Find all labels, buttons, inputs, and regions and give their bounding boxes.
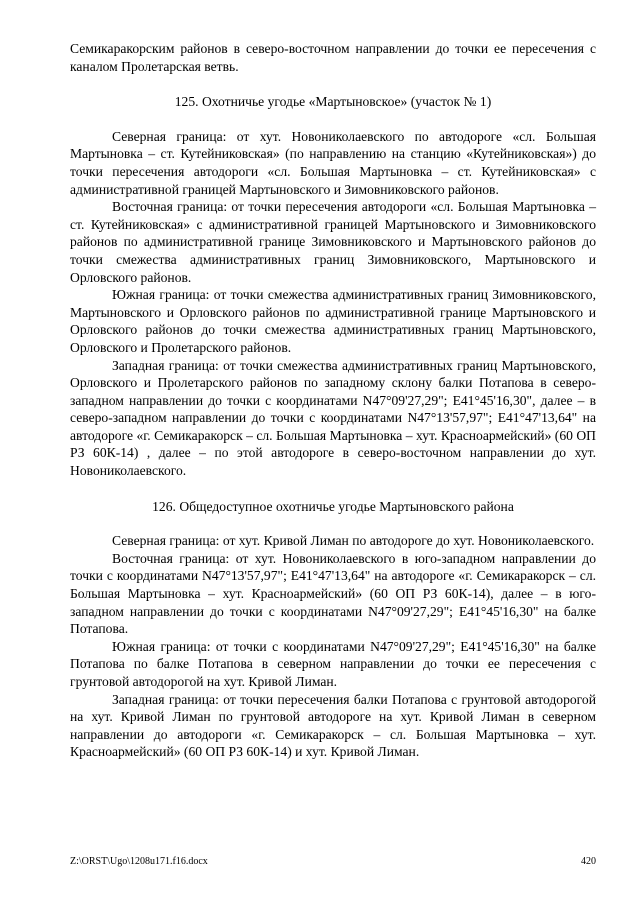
footer-file-path: Z:\ORST\Ugo\1208u171.f16.docx [70, 856, 208, 867]
section-125-north-boundary: Северная граница: от хут. Новониколаевского по автодороге «сл. Большая Мартыновка – ст. Кутейниковская» (по направлению на станцию «Кутейниковская») до точки пересечения автодороги «сл. Большая Мартыновка – ст. Кутейниковская» с административной границей Мартыновского и Зимовниковского районов. [70, 128, 596, 197]
section-125-title: 125. Охотничье угодье «Мартыновское» (участок № 1) [174, 94, 492, 110]
section-126-north-boundary: Северная граница: от хут. Кривой Лиман по автодороге до хут. Новониколаевского. [112, 533, 595, 549]
section-126-south-boundary: Южная граница: от точки с координатами N47°09'27,29"; E41°45'16,30" на балке Потапова по балке Потапова в северном направлении до точки ее пересечения с грунтовой автодорогой на хут. Кривой Лиман. [70, 638, 596, 689]
document-page [70, 40, 596, 761]
section-125-east-boundary: Восточная граница: от точки пересечения автодороги «сл. Большая Мартыновка – ст. Кутейниковская» с административной границей Мартыновского и Зимовниковского районов по административной границе Зимовниковского и Мартыновского районов до точки смежества административных границ Зимовниковского, Мартыновского и Орловского районов. [70, 199, 596, 285]
footer-page-number: 420 [581, 856, 596, 867]
section-126-west-boundary: Западная граница: от точки пересечения балки Потапова с грунтовой автодорогой на хут. Кривой Лиман по грунтовой автодороге на хут. Кривой Лиман в северном направлении до автодороги «г. Семикаракорск – сл. Большая Мартыновка – хут. Красноармейский» (60 ОП РЗ 60К-14) и хут. Кривой Лиман. [70, 691, 596, 760]
section-126-title: 126. Общедоступное охотничье угодье Мартыновского района [152, 498, 514, 514]
section-125-south-boundary: Южная граница: от точки смежества административных границ Зимовниковского, Мартыновского и Орловского районов по административной границе Мартыновского и Орловского районов до точки смежества административных границ Мартыновского, Орловского и Пролетарского районов. [70, 287, 596, 355]
section-125-west-boundary: Западная граница: от точки смежества административных границ Мартыновского, Орловского и Пролетарского районов по западному склону балки Потапова в северо-западном направлении до точки с координатами N47°09'27,29"; E41°45'16,30", далее – в северо-западном направлении до точки с координатами N47°13'57,97"; E41°47'13,64" на автодороге «г. Семикаракорск – сл. Большая Мартыновка – хут. Красноармейский» (60 ОП РЗ 60К-14) , далее – по этой автодороге в северо-восточном направлении до хут. Новониколаевского. [70, 357, 596, 479]
section-126-east-boundary: Восточная граница: от хут. Новониколаевского в юго-западном направлении до точки с координатами N47°13'57,97"; E41°47'13,64" на автодороге «г. Семикаракорск – сл. Большая Мартыновка – хут. Красноармейский» (60 ОП РЗ 60К-14), далее – в юго-западном направлении до точки с координатами N47°09'27,29"; E41°45'16,30" на балке Потапова. [70, 550, 596, 637]
intro-paragraph: Семикаракорским районов в северо-восточном направлении до точки ее пересечения с каналом Пролетарская ветвь. [70, 41, 596, 74]
